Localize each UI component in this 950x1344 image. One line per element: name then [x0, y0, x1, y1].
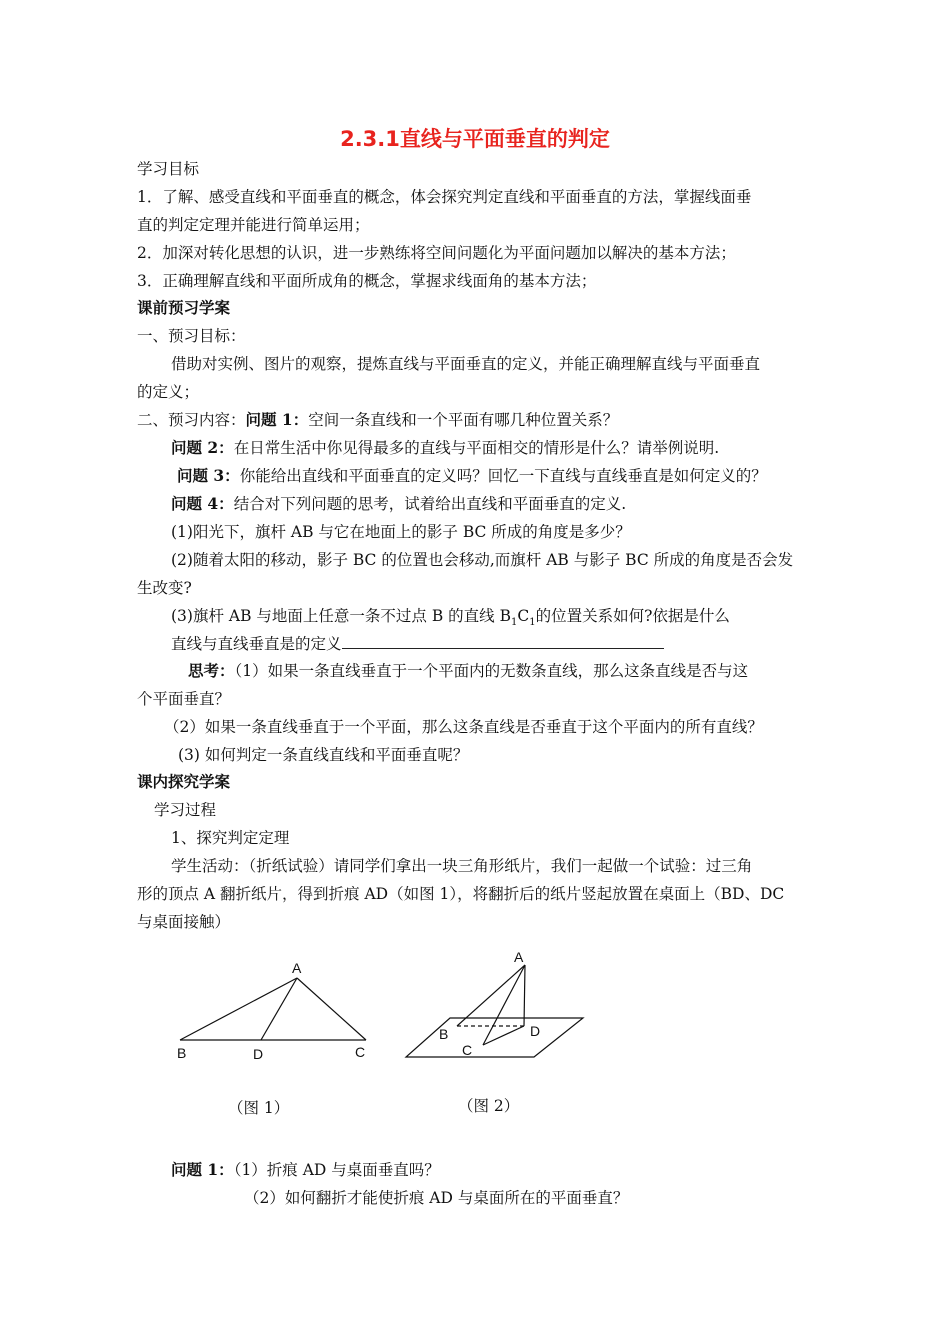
think-2: （2）如果一条直线垂直于一个平面，那么这条直线是否垂直于这个平面内的所有直线？: [164, 718, 763, 736]
question-label: 问题 3：: [177, 466, 240, 485]
figure-2-caption: （图 2）: [458, 1097, 520, 1115]
preview-content-heading: 二、预习内容：: [137, 411, 246, 429]
fig1-label-a: A: [292, 960, 302, 976]
question-text: 空间一条直线和一个平面有哪几种位置关系？: [308, 411, 619, 429]
sub-question-3: (3)旗杆 AB 与地面上任意一条不过点 B 的直线 $B_1C_1$的位置关系如何?依据是什么: [171, 607, 730, 629]
sub-question-1: (1)阳光下，旗杆 AB 与它在地面上的影子 BC 所成的角度是多少？: [171, 523, 631, 541]
objective-3: 3．正确理解直线和平面所成角的概念，掌握求线面角的基本方法；: [137, 272, 597, 290]
sub-question-2-line2: 生改变?: [137, 579, 192, 597]
page-title: 2.3.1直线与平面垂直的判定: [340, 127, 610, 151]
think-3: (3) 如何判定一条直线直线和平面垂直呢？: [178, 746, 469, 764]
fig2-edge-ab: [457, 965, 525, 1026]
question-text: 结合对下列问题的思考，试着给出直线和平面垂直的定义.: [233, 495, 627, 513]
activity-line2: 形的顶点 A 翻折纸片，得到折痕 AD（如图 1），将翻折后的纸片竖起放置在桌面上（BD、DC: [137, 885, 785, 903]
fig2-edge-ac: [483, 965, 525, 1045]
objective-1-line1: 1．了解、感受直线和平面垂直的概念，体会探究判定直线和平面垂直的方法，掌握线面垂: [137, 188, 752, 206]
question-1-part-1: 问题 1：（1）折痕 AD 与桌面垂直吗？: [171, 1160, 440, 1179]
figure-1-caption: （图 1）: [228, 1099, 290, 1117]
question-label: 问题 1：: [171, 1160, 234, 1179]
fig2-label-d: D: [530, 1023, 541, 1039]
think-1-line2: 个平面垂直？: [137, 690, 231, 708]
preview-goal-heading: 一、预习目标：: [137, 327, 246, 345]
figure-1-triangle: [177, 960, 366, 1062]
figure-2-folded: [406, 949, 583, 1058]
think-1-line1: 思考：（1）如果一条直线垂直于一个平面内的无数条直线，那么这条直线是否与这: [188, 661, 749, 680]
fig1-label-d: D: [253, 1046, 264, 1062]
objective-2: 2．加深对转化思想的认识，进一步熟练将空间问题化为平面问题加以解决的基本方法；: [137, 244, 736, 262]
fig1-label-c: C: [355, 1044, 366, 1060]
preview-goal-line2: 的定义；: [137, 383, 200, 401]
inclass-heading: 课内探究学案: [137, 773, 231, 791]
question-label: 问题 4：: [171, 494, 234, 513]
think-label: 思考：: [188, 661, 235, 680]
preview-goal-line1: 借助对实例、图片的观察，提炼直线与平面垂直的定义，并能正确理解直线与平面垂直: [171, 355, 761, 373]
fig1-label-b: B: [177, 1045, 187, 1061]
activity-line1: 学生活动：（折纸试验）请同学们拿出一块三角形纸片，我们一起做一个试验：过三角: [171, 857, 753, 875]
fig2-label-b: B: [439, 1026, 449, 1042]
fig2-fold-ad: [524, 965, 525, 1026]
question-1-part-2: （2）如何翻折才能使折痕 AD 与桌面所在的平面垂直？: [244, 1189, 629, 1207]
learning-process: 学习过程: [154, 801, 217, 819]
step-1: 1、探究判定定理: [171, 829, 290, 847]
fig2-label-c: C: [462, 1042, 473, 1058]
sub-question-2-line1: (2)随着太阳的移动，影子 BC 的位置也会移动,而旗杆 AB 与影子 BC 所成的角度是否会发: [171, 551, 794, 569]
fig2-label-a: A: [514, 949, 524, 965]
question-label: 问题 2：: [171, 438, 234, 457]
question-text: 你能给出直线和平面垂直的定义吗？回忆一下直线与直线垂直是如何定义的？: [239, 467, 767, 485]
definition-prompt: 直线与直线垂直是的定义: [171, 634, 664, 654]
fig1-side-ac: [297, 978, 366, 1040]
activity-line3: 与桌面接触）: [137, 913, 231, 931]
preview-heading: 课前预习学案: [137, 299, 231, 317]
question-text: 在日常生活中你见得最多的直线与平面相交的情形是什么？请举例说明.: [233, 439, 720, 457]
question-label: 问题 1：: [245, 410, 309, 429]
objectives-heading: 学习目标: [137, 160, 200, 178]
fig2-edge-dc: [483, 1026, 524, 1045]
objective-1-line2: 直的判定定理并能进行简单运用；: [137, 216, 370, 234]
